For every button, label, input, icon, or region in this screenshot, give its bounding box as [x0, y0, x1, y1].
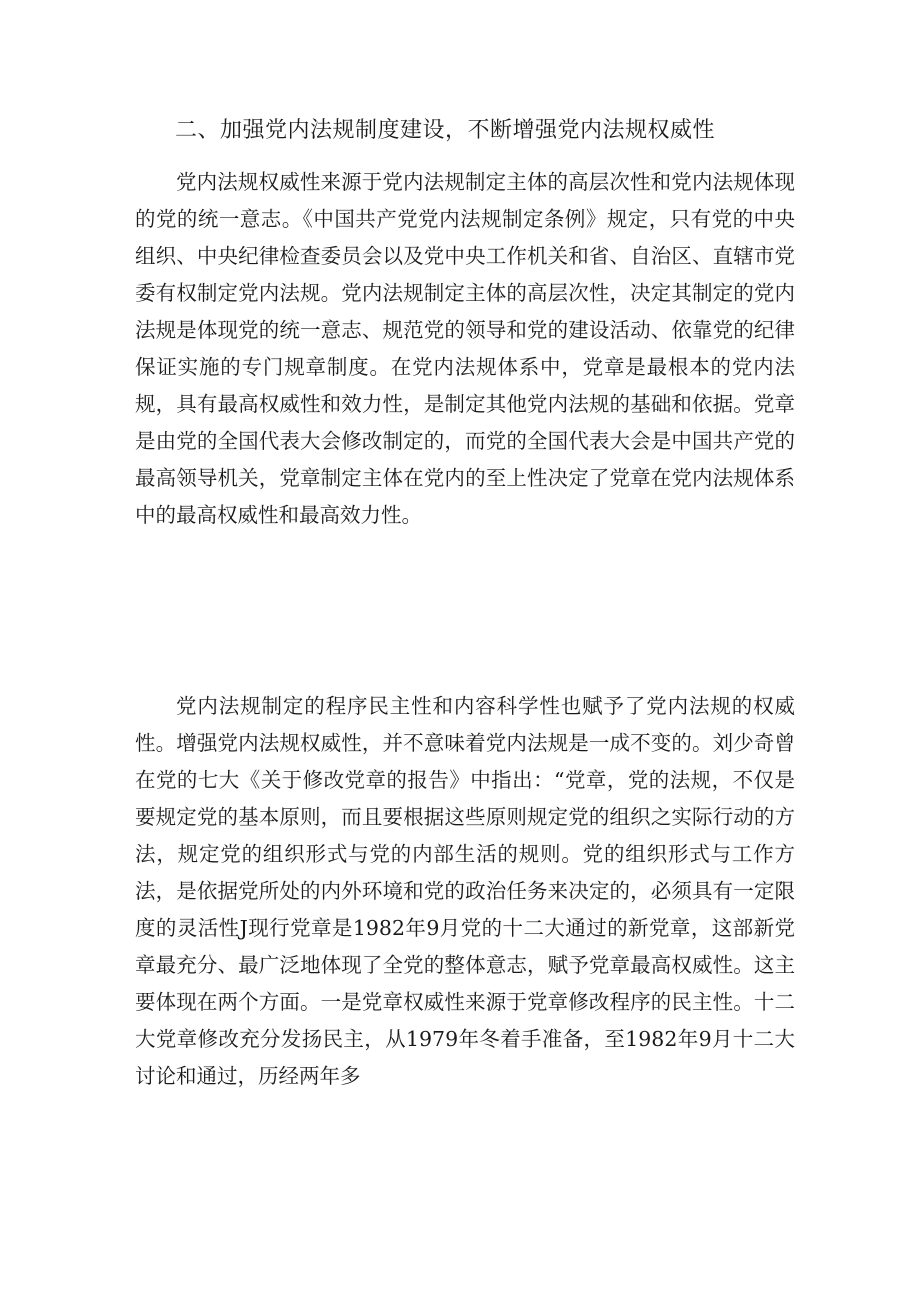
- paragraph-2: 党内法规制定的程序民主性和内容科学性也赋予了党内法规的权威性。增强党内法规权威性，并不意味着党内法规是一成不变的。刘少奇曾在党的七大《关于修改党章的报告》中指出：“党章，党的法规，不仅是要规定党的基本原则，而且要根据这些原则规定党的组织之实际行动的方法，规定党的组织形式与党的内部生活的规则。党的组织形式与工作方法，是依据党所处的内外环境和党的政治任务来决定的，必须具有一定限度的灵活性J现行党章是1982年9月党的十二大通过的新党章，这部新党章最充分、最广泛地体现了全党的整体意志，赋予党章最高权威性。这主要体现在两个方面。一是党章权威性来源于党章修改程序的民主性。十二大党章修改充分发扬民主，从1979年冬着手准备，至1982年9月十二大讨论和通过，历经两年多: [135, 694, 795, 1088]
- paragraph-1: 党内法规权威性来源于党内法规制定主体的高层次性和党内法规体现的党的统一意志。《中国共产党党内法规制定条例》规定，只有党的中央组织、中央纪律检查委员会以及党中央工作机关和省、自治区、直辖市党委有权制定党内法规。党内法规制定主体的高层次性，决定其制定的党内法规是体现党的统一意志、规范党的领导和党的建设活动、依靠党的纪律保证实施的专门规章制度。在党内法规体系中，党章是最根本的党内法规，具有最高权威性和效力性，是制定其他党内法规的基础和依据。党章是由党的全国代表大会修改制定的，而党的全国代表大会是中国共产党的最高领导机关，党章制定主体在党内的至上性决定了党章在党内法规体系中的最高权威性和最高效力性。: [135, 170, 795, 527]
- section-heading: 二、加强党内法规制度建设，不断增强党内法规权威性: [175, 118, 716, 143]
